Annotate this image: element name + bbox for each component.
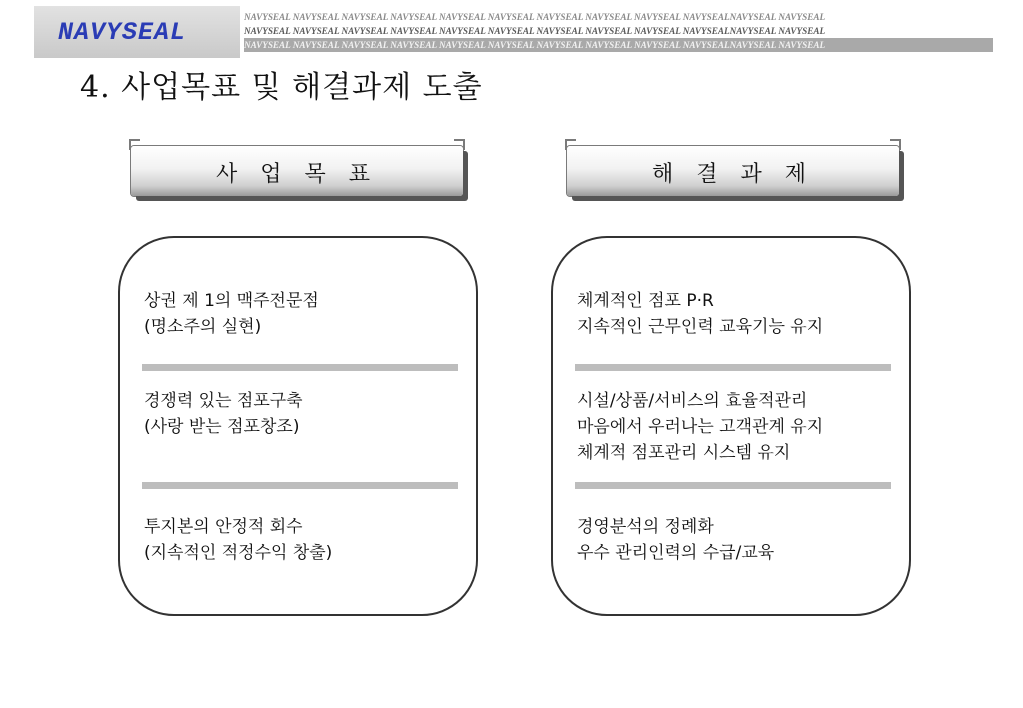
task-item-line: 체계적 점포관리 시스템 유지 bbox=[577, 443, 791, 463]
logo-text: NAVYSEAL bbox=[58, 18, 187, 47]
goal-item bbox=[144, 514, 458, 566]
task-item-line: 마음에서 우러나는 고객관계 유지 bbox=[577, 417, 824, 437]
left-column-header-label: 사 업 목 표 bbox=[216, 162, 378, 187]
task-item bbox=[577, 514, 891, 566]
task-item bbox=[577, 388, 891, 466]
divider-bar bbox=[575, 482, 891, 489]
solution-tasks-box bbox=[551, 236, 911, 616]
pattern-row: NAVYSEAL NAVYSEAL NAVYSEAL NAVYSEAL NAVYSEAL NAVYSEAL NAVYSEAL NAVYSEAL NAVYSEAL NAVYSEALNAVYSEAL NAVYSEAL bbox=[244, 26, 826, 36]
task-item bbox=[577, 288, 891, 340]
divider-bar bbox=[142, 364, 458, 371]
goal-item-line: 투지본의 안정적 회수 bbox=[144, 517, 303, 537]
page-title: 4. 사업목표 및 해결과제 도출 bbox=[80, 70, 483, 105]
goal-item bbox=[144, 388, 458, 440]
task-item-line: 우수 관리인력의 수급/교육 bbox=[577, 543, 775, 563]
pattern-row: NAVYSEAL NAVYSEAL NAVYSEAL NAVYSEAL NAVYSEAL NAVYSEAL NAVYSEAL NAVYSEAL NAVYSEAL NAVYSEALNAVYSEAL NAVYSEAL bbox=[244, 38, 993, 52]
pattern-row: NAVYSEAL NAVYSEAL NAVYSEAL NAVYSEAL NAVYSEAL NAVYSEAL NAVYSEAL NAVYSEAL NAVYSEAL NAVYSEALNAVYSEAL NAVYSEAL bbox=[244, 12, 826, 22]
goal-item-line: (지속적인 적정수익 창출) bbox=[144, 543, 333, 563]
right-column-header-label: 해 결 과 제 bbox=[652, 162, 814, 187]
divider-bar bbox=[142, 482, 458, 489]
task-item-line: 체계적인 점포 P·R bbox=[577, 291, 714, 311]
goal-item-line: 경쟁력 있는 점포구축 bbox=[144, 391, 303, 411]
logo-block bbox=[34, 6, 240, 58]
task-item-line: 시설/상품/서비스의 효율적관리 bbox=[577, 391, 808, 411]
task-item-line: 경영분석의 정례화 bbox=[577, 517, 714, 537]
divider-bar bbox=[575, 364, 891, 371]
business-goals-box bbox=[118, 236, 478, 616]
right-column-header bbox=[567, 146, 899, 196]
goal-item-line: (명소주의 실현) bbox=[144, 317, 262, 337]
left-column-header bbox=[131, 146, 463, 196]
goal-item-line: 상권 제 1의 맥주전문점 bbox=[144, 291, 319, 311]
goal-item-line: (사랑 받는 점포창조) bbox=[144, 417, 300, 437]
goal-item bbox=[144, 288, 458, 340]
task-item-line: 지속적인 근무인력 교육기능 유지 bbox=[577, 317, 824, 337]
header-watermark-pattern bbox=[244, 10, 993, 54]
